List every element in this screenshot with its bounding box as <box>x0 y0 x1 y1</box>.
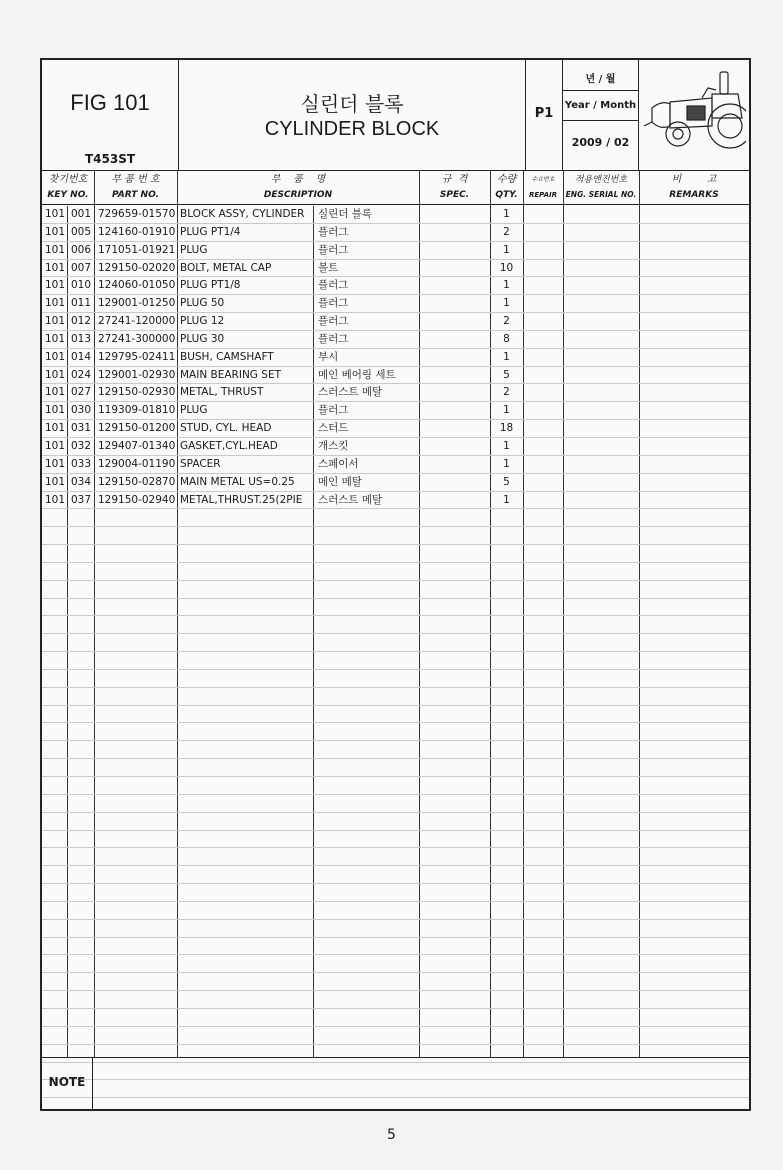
description-kr-cell: 실린더 블록 <box>318 208 373 220</box>
empty-row <box>42 1027 749 1045</box>
description-kr-cell: 플러그 <box>318 332 349 345</box>
qty-cell: 1 <box>503 297 510 310</box>
empty-row <box>42 634 749 652</box>
key-cell: 001 <box>71 208 92 220</box>
part-no-cell: 124160-01910 <box>98 225 176 238</box>
col-remarks: 비 고 REMARKS <box>669 174 719 200</box>
empty-row <box>42 848 749 866</box>
description-kr-cell: 플러그 <box>318 297 349 310</box>
empty-row <box>42 866 749 884</box>
fig-cell: 101 <box>45 457 66 470</box>
empty-row <box>42 581 749 599</box>
description-en-cell: MAIN BEARING SET <box>180 368 281 381</box>
empty-row <box>42 509 749 527</box>
key-cell: 034 <box>71 475 92 488</box>
empty-row <box>42 831 749 849</box>
empty-row <box>42 599 749 617</box>
table-row <box>42 313 749 331</box>
part-no-cell: 129407-01340 <box>98 439 176 452</box>
qty-cell: 8 <box>503 332 510 345</box>
key-cell: 030 <box>71 404 92 417</box>
title-cell <box>179 60 526 170</box>
part-no-cell: 129004-01190 <box>98 457 176 470</box>
qty-cell: 10 <box>499 261 514 274</box>
table-row <box>42 295 749 313</box>
col-eng-serial: 적용엔진번호 ENG. SERIAL NO. <box>565 175 637 199</box>
key-cell: 006 <box>71 243 92 256</box>
description-en-cell: BLOCK ASSY, CYLINDER <box>180 208 305 220</box>
key-cell: 024 <box>71 368 92 381</box>
qty-cell: 1 <box>503 208 510 220</box>
description-kr-cell: 플러그 <box>318 404 349 417</box>
description-en-cell: METAL, THRUST <box>180 386 264 399</box>
fig-cell: 101 <box>45 297 66 310</box>
empty-row <box>42 938 749 956</box>
description-kr-cell: 부시 <box>318 350 339 363</box>
description-kr-cell: 스러스트 메탈 <box>318 386 383 399</box>
description-kr-cell: 스터드 <box>318 422 349 435</box>
description-en-cell: PLUG <box>180 404 208 417</box>
empty-row <box>42 670 749 688</box>
empty-row <box>42 759 749 777</box>
key-cell: 007 <box>71 261 92 274</box>
table-row <box>42 242 749 260</box>
description-en-cell: PLUG 12 <box>180 315 225 328</box>
part-no-cell: 27241-120000 <box>98 315 176 328</box>
description-en-cell: MAIN METAL US=0.25 <box>180 475 295 488</box>
part-no-cell: 27241-300000 <box>98 332 176 345</box>
qty-cell: 2 <box>503 315 510 328</box>
empty-row <box>42 723 749 741</box>
col-qty: 수량 QTY. <box>495 174 518 200</box>
title-english: CYLINDER BLOCK <box>264 118 440 140</box>
table-row <box>42 277 749 295</box>
fig-cell: 101 <box>45 279 66 292</box>
part-no-cell: 129795-02411 <box>98 350 176 363</box>
description-en-cell: PLUG PT1/8 <box>180 279 241 292</box>
figure-number: FIG 101 <box>70 90 150 115</box>
fig-cell: 101 <box>45 261 66 274</box>
note-label: NOTE <box>42 1058 93 1110</box>
table-row <box>42 456 749 474</box>
empty-row <box>42 563 749 581</box>
key-cell: 031 <box>71 422 92 435</box>
part-no-cell: 129150-02930 <box>98 386 176 399</box>
key-cell: 012 <box>71 315 92 328</box>
empty-row <box>42 813 749 831</box>
figure-cell <box>42 60 179 170</box>
description-kr-cell: 스페이서 <box>318 457 359 470</box>
part-no-cell: 171051-01921 <box>98 243 176 256</box>
table-row <box>42 420 749 438</box>
fig-cell: 101 <box>45 493 66 506</box>
empty-row <box>42 545 749 563</box>
fig-cell: 101 <box>45 332 66 345</box>
description-kr-cell: 플러그 <box>318 225 349 238</box>
parts-table-body <box>42 206 749 1098</box>
description-en-cell: BUSH, CAMSHAFT <box>180 350 274 363</box>
part-no-cell: 124060-01050 <box>98 279 176 292</box>
page-code-cell <box>526 60 563 170</box>
description-en-cell: GASKET,CYL.HEAD <box>180 439 278 452</box>
table-row <box>42 402 749 420</box>
fig-cell: 101 <box>45 368 66 381</box>
fig-cell: 101 <box>45 439 66 452</box>
description-en-cell: METAL,THRUST.25(2PIE <box>180 493 303 506</box>
fig-cell: 101 <box>45 243 66 256</box>
table-row <box>42 474 749 492</box>
qty-cell: 1 <box>503 404 510 417</box>
part-no-cell: 729659-01570 <box>98 208 176 220</box>
parts-sheet <box>40 58 751 1111</box>
description-kr-cell: 플러그 <box>318 279 349 292</box>
qty-cell: 1 <box>503 457 510 470</box>
qty-cell: 2 <box>503 225 510 238</box>
empty-row <box>42 688 749 706</box>
fig-cell: 101 <box>45 404 66 417</box>
empty-row <box>42 920 749 938</box>
tractor-icon <box>642 68 746 160</box>
empty-row <box>42 991 749 1009</box>
empty-row <box>42 652 749 670</box>
key-cell: 013 <box>71 332 92 345</box>
key-cell: 027 <box>71 386 92 399</box>
title-korean: 실린더 블록 <box>300 92 404 116</box>
part-no-cell: 129001-01250 <box>98 297 176 310</box>
empty-row <box>42 973 749 991</box>
fig-cell: 101 <box>45 350 66 363</box>
table-row <box>42 349 749 367</box>
description-en-cell: SPACER <box>180 457 221 470</box>
empty-row <box>42 884 749 902</box>
table-row <box>42 331 749 349</box>
qty-cell: 5 <box>503 368 510 381</box>
col-description: 부 품 명 DESCRIPTION <box>263 174 333 200</box>
table-row <box>42 206 749 224</box>
year-month-cell <box>563 60 639 170</box>
page-number: 5 <box>387 1127 396 1143</box>
empty-row <box>42 955 749 973</box>
description-en-cell: PLUG <box>180 243 208 256</box>
part-no-cell: 129150-02020 <box>98 261 176 274</box>
year-month-label-en: Year / Month <box>564 100 637 111</box>
part-no-cell: 129150-02940 <box>98 493 176 506</box>
qty-cell: 1 <box>503 279 510 292</box>
empty-row <box>42 777 749 795</box>
note-section <box>42 1057 749 1110</box>
model-code: T453ST <box>84 152 136 166</box>
table-row <box>42 384 749 402</box>
part-no-cell: 129150-02870 <box>98 475 176 488</box>
qty-cell: 1 <box>503 350 510 363</box>
col-part-no: 부 품 번 호 PART NO. <box>111 174 160 200</box>
qty-cell: 5 <box>503 475 510 488</box>
empty-row <box>42 527 749 545</box>
fig-cell: 101 <box>45 386 66 399</box>
fig-cell: 101 <box>45 208 66 220</box>
part-no-cell: 129150-01200 <box>98 422 176 435</box>
key-cell: 032 <box>71 439 92 452</box>
description-kr-cell: 플러그 <box>318 315 349 328</box>
key-cell: 005 <box>71 225 92 238</box>
description-kr-cell: 개스킷 <box>318 439 349 452</box>
table-row <box>42 224 749 242</box>
description-kr-cell: 메인 베어링 세트 <box>318 368 396 381</box>
description-kr-cell: 스러스트 메탈 <box>318 493 383 506</box>
col-spec: 규 격 SPEC. <box>439 174 470 200</box>
key-cell: 010 <box>71 279 92 292</box>
fig-cell: 101 <box>45 225 66 238</box>
year-month-value: 2009 / 02 <box>571 136 630 149</box>
key-cell: 011 <box>71 297 92 310</box>
part-no-cell: 129001-02930 <box>98 368 176 381</box>
col-repair: 수요번호 REPAIR <box>528 176 558 199</box>
qty-cell: 1 <box>503 243 510 256</box>
description-en-cell: PLUG 30 <box>180 332 225 345</box>
part-no-cell: 119309-01810 <box>98 404 176 417</box>
qty-cell: 1 <box>503 493 510 506</box>
description-en-cell: PLUG 50 <box>180 297 225 310</box>
empty-row <box>42 616 749 634</box>
qty-cell: 2 <box>503 386 510 399</box>
key-cell: 033 <box>71 457 92 470</box>
description-kr-cell: 플러그 <box>318 243 349 256</box>
key-cell: 037 <box>71 493 92 506</box>
qty-cell: 18 <box>499 422 514 435</box>
table-row <box>42 438 749 456</box>
table-row <box>42 492 749 510</box>
empty-row <box>42 902 749 920</box>
table-row <box>42 260 749 278</box>
sheet-header <box>42 60 749 171</box>
fig-cell: 101 <box>45 475 66 488</box>
illustration-cell <box>639 60 749 170</box>
qty-cell: 1 <box>503 439 510 452</box>
table-row <box>42 367 749 385</box>
empty-row <box>42 741 749 759</box>
col-key-no: 찾기번호 KEY NO. <box>47 174 89 200</box>
empty-row <box>42 706 749 724</box>
description-kr-cell: 메인 메탈 <box>318 475 362 488</box>
description-kr-cell: 볼트 <box>318 261 339 274</box>
description-en-cell: PLUG PT1/4 <box>180 225 241 238</box>
fig-cell: 101 <box>45 315 66 328</box>
description-en-cell: BOLT, METAL CAP <box>180 261 272 274</box>
year-month-label-kr: 년 / 월 <box>585 74 616 85</box>
empty-row <box>42 795 749 813</box>
empty-row <box>42 1009 749 1027</box>
description-en-cell: STUD, CYL. HEAD <box>180 422 272 435</box>
fig-cell: 101 <box>45 422 66 435</box>
key-cell: 014 <box>71 350 92 363</box>
page-code: P1 <box>534 106 554 121</box>
table-header <box>42 170 749 205</box>
